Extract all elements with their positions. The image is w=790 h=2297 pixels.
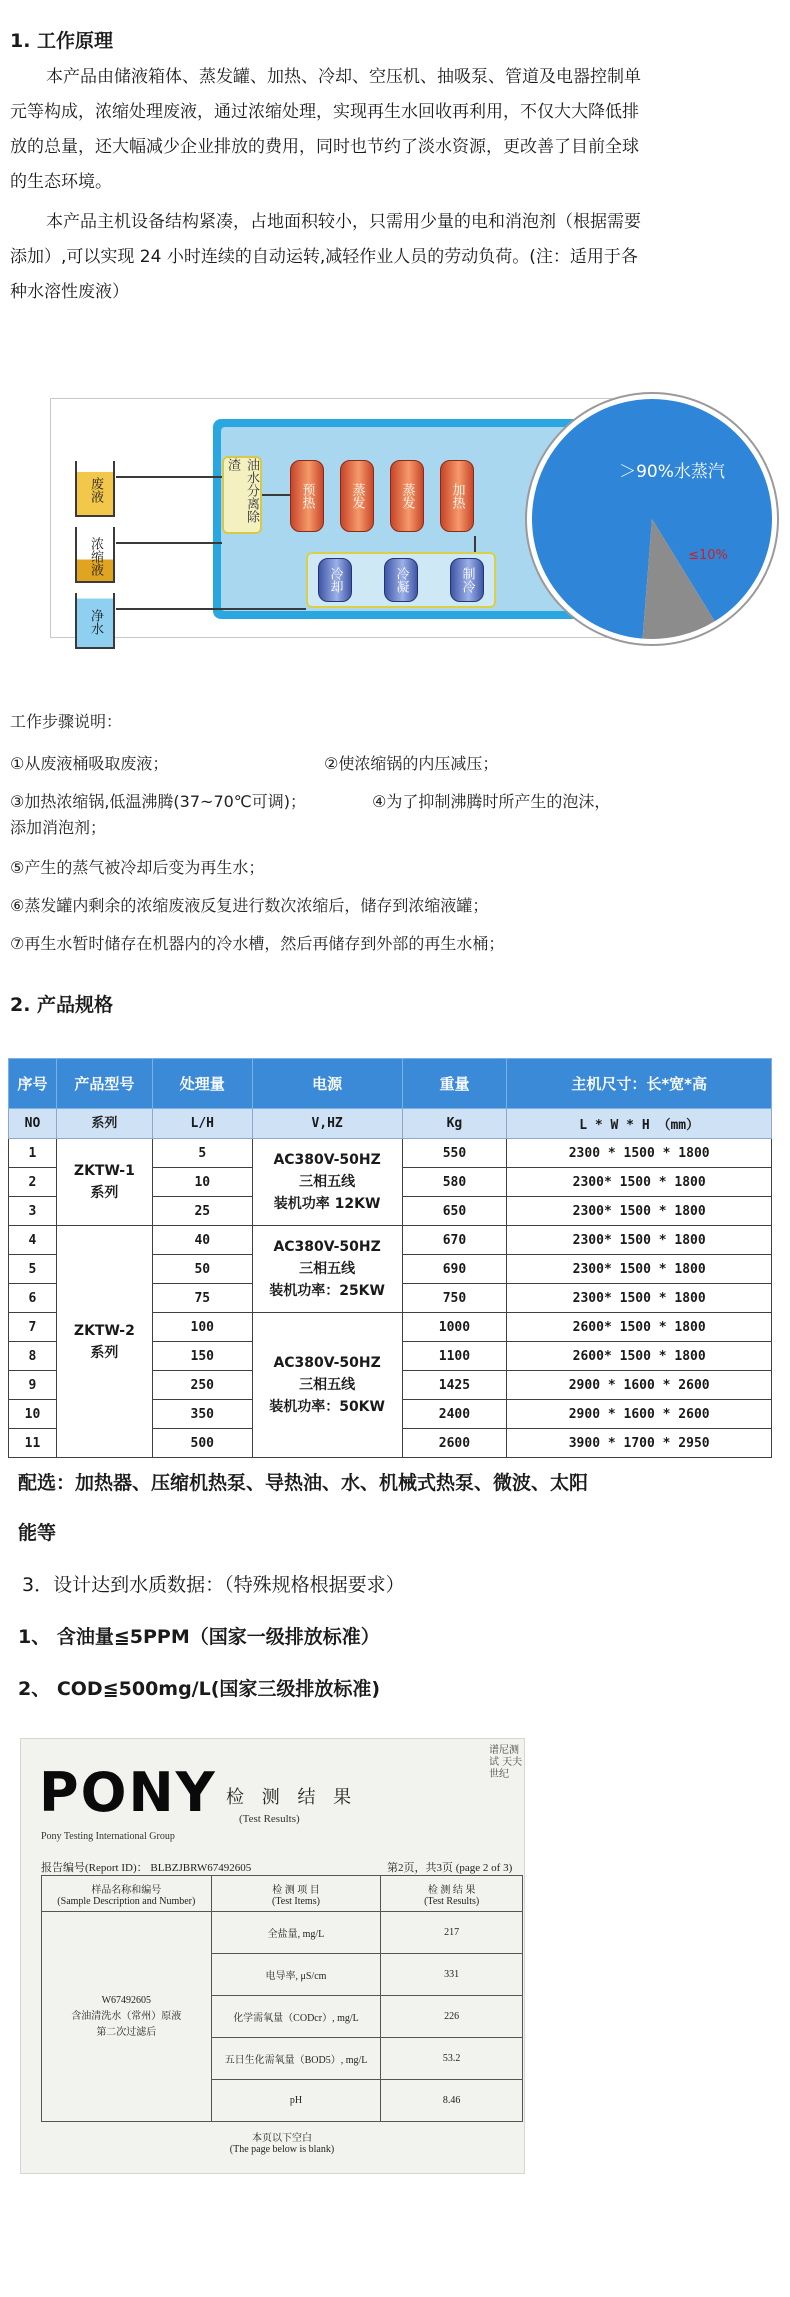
report-page: 第2页，共3页 (page 2 of 3) <box>387 1862 513 1874</box>
row-weight: 2600 <box>402 1429 507 1458</box>
row-no: 2 <box>9 1168 57 1197</box>
table-row <box>9 1226 772 1255</box>
row-weight: 750 <box>402 1284 507 1313</box>
oil-separator-label: 油水分离除渣 <box>225 458 259 523</box>
row-capacity: 75 <box>152 1284 252 1313</box>
power-cell-3: AC380V-50HZ 三相五线 装机功率：50KW <box>252 1313 402 1458</box>
row-weight: 2400 <box>402 1400 507 1429</box>
row-capacity: 10 <box>152 1168 252 1197</box>
spec-unit-row <box>9 1109 772 1139</box>
report-col-results-en: (Test Results) <box>424 1895 480 1907</box>
row-capacity: 150 <box>152 1342 252 1371</box>
report-table <box>41 1875 523 2162</box>
row-size: 2600* 1500 * 1800 <box>507 1342 772 1371</box>
waste-liquid-label: 废液 <box>88 477 103 503</box>
water-quality-item-2: 2、 COD≦500mg/L(国家三级排放标准) <box>18 1678 381 1700</box>
report-title-en: (Test Results) <box>239 1813 300 1825</box>
row-weight: 550 <box>402 1139 507 1168</box>
row-no: 6 <box>9 1284 57 1313</box>
report-footer-en: (The page below is blank) <box>229 2143 335 2155</box>
heater-unit <box>440 460 474 532</box>
row-size: 2300* 1500 * 1800 <box>507 1197 772 1226</box>
unit-capacity: L/H <box>152 1109 252 1139</box>
condenser-label: 冷凝 <box>393 567 409 593</box>
pony-logo: PONY <box>39 1761 217 1824</box>
step-6: ⑥蒸发罐内剩余的浓缩废液反复进行数次浓缩后，储存到浓缩液罐； <box>10 896 489 915</box>
oil-separator <box>222 456 262 534</box>
row-size: 2600* 1500 * 1800 <box>507 1313 772 1342</box>
table-row <box>42 1912 523 1954</box>
section-1-title: 1. 工作原理 <box>10 30 114 52</box>
report-result: 53.2 <box>381 2038 523 2080</box>
test-report-image <box>20 1738 525 2174</box>
steam-ratio-pie <box>522 389 782 649</box>
options-line-2: 能等 <box>18 1522 57 1544</box>
step-2: ②使浓缩锅的内压减压； <box>324 754 499 773</box>
step-4: ④为了抑制沸腾时所产生的泡沫， <box>372 792 611 811</box>
report-result: 8.46 <box>381 2080 523 2122</box>
steps-title: 工作步骤说明： <box>10 712 123 731</box>
flow-line-waste <box>116 476 222 478</box>
heater-label: 加热 <box>449 483 465 509</box>
col-size: 主机尺寸：长*宽*高 <box>507 1059 772 1109</box>
col-capacity: 处理量 <box>152 1059 252 1109</box>
row-capacity: 25 <box>152 1197 252 1226</box>
col-no: 序号 <box>9 1059 57 1109</box>
principle-paragraph-1: 本产品由储液箱体、蒸发罐、加热、冷却、空压机、抽吸泵、管道及电器控制单元等构成，浓缩处理废液，通过浓缩处理，实现再生水回收再利用，不仅大大降低排放的总量，还大幅减少企业排放的费用，同时也节约了淡水资源，更改善了目前全球的生态环境。 <box>10 67 641 192</box>
col-power: 电源 <box>252 1059 402 1109</box>
report-col-sample-zh: 样品名称和编号 <box>91 1884 162 1896</box>
row-weight: 1000 <box>402 1313 507 1342</box>
preheat-label: 预热 <box>299 483 315 509</box>
step-4-cont: 添加消泡剂； <box>10 818 107 837</box>
cooling-label: 冷却 <box>327 567 343 593</box>
row-weight: 690 <box>402 1255 507 1284</box>
report-result: 331 <box>381 1954 523 1996</box>
report-header-row <box>42 1876 523 1912</box>
pie-label-steam: ＞90%水蒸汽 <box>619 462 725 482</box>
preheat-unit <box>290 460 324 532</box>
row-size: 2900 * 1600 * 2600 <box>507 1371 772 1400</box>
row-size: 2300* 1500 * 1800 <box>507 1255 772 1284</box>
spec-header-row <box>9 1059 772 1109</box>
row-weight: 1425 <box>402 1371 507 1400</box>
row-no: 10 <box>9 1400 57 1429</box>
report-item: 五日生化需氧量（BOD5）, mg/L <box>211 2038 381 2080</box>
series-1-cell: ZKTW-1 系列 <box>56 1139 152 1226</box>
report-col-sample <box>42 1876 212 1912</box>
row-no: 3 <box>9 1197 57 1226</box>
col-model: 产品型号 <box>56 1059 152 1109</box>
cooling-unit <box>318 558 352 602</box>
row-size: 2300* 1500 * 1800 <box>507 1168 772 1197</box>
refrigeration-label: 制冷 <box>459 567 475 593</box>
row-size: 2300* 1500 * 1800 <box>507 1284 772 1313</box>
unit-model: 系列 <box>56 1109 152 1139</box>
unit-no: NO <box>9 1109 57 1139</box>
report-col-items-en: (Test Items) <box>272 1895 320 1907</box>
flow-line-concentrate <box>116 542 222 544</box>
report-item: 化学需氧量（CODcr）, mg/L <box>211 1996 381 2038</box>
unit-power: V,HZ <box>252 1109 402 1139</box>
report-item: 电导率, μS/cm <box>211 1954 381 1996</box>
row-capacity: 350 <box>152 1400 252 1429</box>
report-number: 报告编号(Report ID)： BLBZJBRW67492605 <box>41 1862 252 1874</box>
row-capacity: 500 <box>152 1429 252 1458</box>
step-3: ③加热浓缩锅,低温沸腾(37~70℃可调)； <box>10 792 307 811</box>
water-quality-item-1: 1、 含油量≦5PPM（国家一级排放标准） <box>18 1626 380 1648</box>
row-weight: 1100 <box>402 1342 507 1371</box>
principle-paragraph-2: 本产品主机设备结构紧凑，占地面积较小，只需用少量的电和消泡剂（根据需要添加）,可以实现 24 小时连续的自动运转,减轻作业人员的劳动负荷。(注：适用于各种水溶性废液） <box>10 212 641 302</box>
report-footer-row <box>42 2122 523 2162</box>
report-col-items <box>211 1876 381 1912</box>
report-footer <box>42 2122 523 2162</box>
col-weight: 重量 <box>402 1059 507 1109</box>
report-result: 217 <box>381 1912 523 1954</box>
row-capacity: 50 <box>152 1255 252 1284</box>
series-2-cell: ZKTW-2 系列 <box>56 1226 152 1458</box>
section-3-title: 3．设计达到水质数据：（特殊规格根据要求） <box>22 1574 405 1596</box>
report-col-results <box>381 1876 523 1912</box>
report-col-items-zh: 检 测 项 目 <box>272 1884 320 1896</box>
clean-water-tank <box>75 593 115 649</box>
options-line-1: 配选：加热器、压缩机热泵、导热油、水、机械式热泵、微波、太阳 <box>18 1472 589 1494</box>
concentrate-tank <box>75 527 115 583</box>
evaporator-2 <box>390 460 424 532</box>
report-col-results-zh: 检 测 结 果 <box>427 1884 476 1896</box>
row-no: 4 <box>9 1226 57 1255</box>
row-weight: 580 <box>402 1168 507 1197</box>
unit-size: L * W * H （mm） <box>507 1109 772 1139</box>
row-weight: 650 <box>402 1197 507 1226</box>
step-1: ①从废液桶吸取废液； <box>10 754 169 773</box>
clean-water-label: 净水 <box>88 609 103 635</box>
row-size: 3900 * 1700 * 2950 <box>507 1429 772 1458</box>
row-capacity: 100 <box>152 1313 252 1342</box>
row-size: 2300* 1500 * 1800 <box>507 1226 772 1255</box>
evaporator-1-label: 蒸发 <box>349 483 365 509</box>
report-item: 全盐量, mg/L <box>211 1912 381 1954</box>
flow-line-clean <box>116 608 306 610</box>
report-result: 226 <box>381 1996 523 2038</box>
step-5: ⑤产生的蒸气被冷却后变为再生水； <box>10 858 265 877</box>
row-capacity: 40 <box>152 1226 252 1255</box>
flow-line-sep <box>262 494 290 496</box>
evaporator-1 <box>340 460 374 532</box>
row-no: 5 <box>9 1255 57 1284</box>
pie-label-residue: ≤10% <box>688 548 728 563</box>
unit-weight: Kg <box>402 1109 507 1139</box>
power-cell-1: AC380V-50HZ 三相五线 装机功率 12KW <box>252 1139 402 1226</box>
pony-subtitle: Pony Testing International Group <box>41 1831 175 1842</box>
condenser-unit <box>384 558 418 602</box>
row-size: 2300 * 1500 * 1800 <box>507 1139 772 1168</box>
row-no: 8 <box>9 1342 57 1371</box>
report-item: pH <box>211 2080 381 2122</box>
row-size: 2900 * 1600 * 2600 <box>507 1400 772 1429</box>
row-no: 9 <box>9 1371 57 1400</box>
spec-table <box>8 1058 772 1458</box>
section-2-title: 2. 产品规格 <box>10 994 114 1016</box>
row-weight: 670 <box>402 1226 507 1255</box>
evaporator-2-label: 蒸发 <box>399 483 415 509</box>
report-sample-cell: W67492605 含油清洗水（常州）原液 第二次过滤后 <box>42 1912 212 2122</box>
row-no: 11 <box>9 1429 57 1458</box>
step-7: ⑦再生水暂时储存在机器内的冷水槽，然后再储存到外部的再生水桶； <box>10 934 505 953</box>
row-no: 7 <box>9 1313 57 1342</box>
flow-line-cool <box>474 536 476 552</box>
report-footer-zh: 本页以下空白 <box>252 2132 312 2144</box>
row-capacity: 5 <box>152 1139 252 1168</box>
report-title: 检 测 结 果 <box>226 1787 358 1808</box>
waste-liquid-tank <box>75 461 115 517</box>
power-cell-2: AC380V-50HZ 三相五线 装机功率：25KW <box>252 1226 402 1313</box>
refrigeration-unit <box>450 558 484 602</box>
row-capacity: 250 <box>152 1371 252 1400</box>
row-no: 1 <box>9 1139 57 1168</box>
report-col-sample-en: (Sample Description and Number) <box>57 1895 196 1907</box>
report-corner-stamp: 谱尼测试 天夫世纪 <box>489 1745 523 1780</box>
concentrate-label: 浓缩液 <box>88 536 103 576</box>
table-row <box>9 1139 772 1168</box>
